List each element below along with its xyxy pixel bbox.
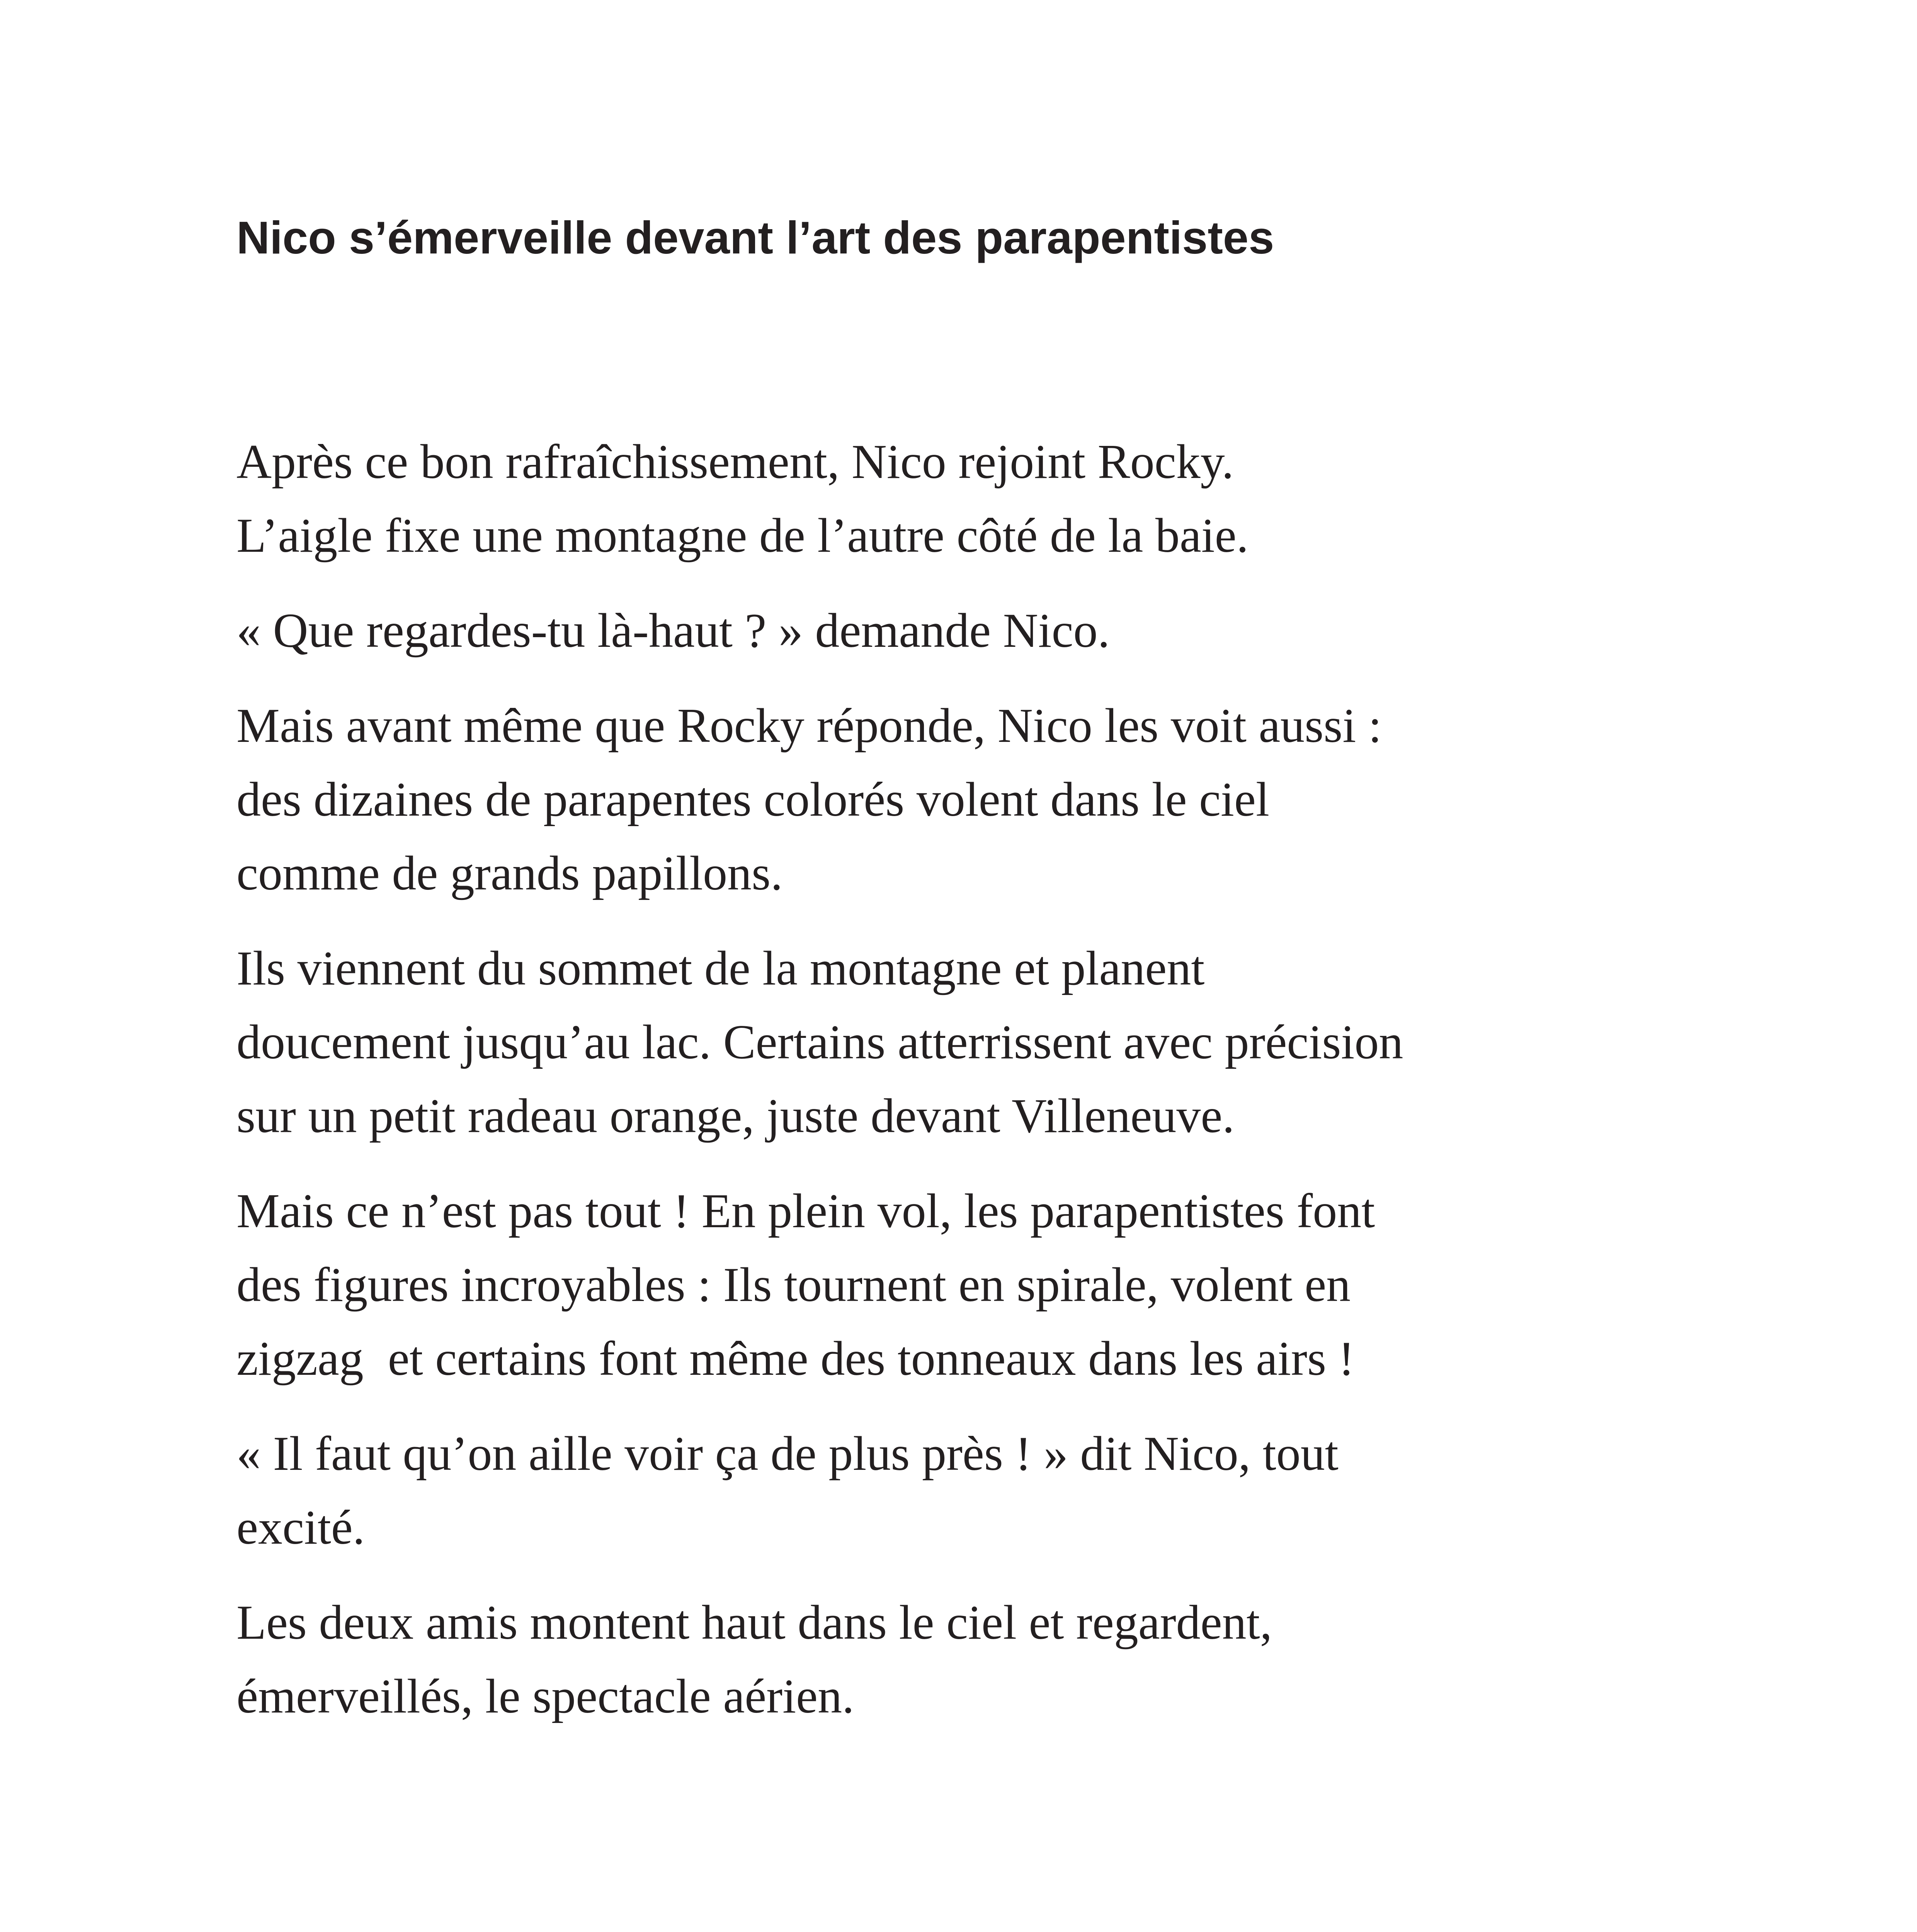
paragraph — [236, 1174, 1744, 1396]
text-line: « Il faut qu’on aille voir ça de plus près ! » dit Nico, tout — [236, 1427, 1339, 1481]
text-line: des dizaines de parapentes colorés volent dans le ciel — [236, 773, 1269, 827]
text-line: zigzag et certains font même des tonneaux dans les airs ! — [236, 1332, 1355, 1386]
text-line: Les deux amis montent haut dans le ciel et regardent, — [236, 1596, 1272, 1650]
text-line: doucement jusqu’au lac. Certains atterrissent avec précision — [236, 1015, 1403, 1069]
text-line: Mais avant même que Rocky réponde, Nico les voit aussi : — [236, 699, 1382, 753]
paragraph — [236, 594, 1744, 668]
text-line: sur un petit radeau orange, juste devant Villeneuve. — [236, 1089, 1235, 1143]
story-text — [236, 425, 1744, 1755]
paragraph — [236, 1417, 1744, 1565]
text-line: L’aigle fixe une montagne de l’autre côté de la baie. — [236, 509, 1249, 563]
page-title: Nico s’émerveille devant l’art des parapentistes — [236, 212, 1274, 264]
text-line: Mais ce n’est pas tout ! En plein vol, les parapentistes font — [236, 1184, 1375, 1238]
text-line: émerveillés, le spectacle aérien. — [236, 1670, 854, 1723]
paragraph — [236, 689, 1744, 910]
text-line: Après ce bon rafraîchissement, Nico rejoint Rocky. — [236, 435, 1234, 489]
text-line: des figures incroyables : Ils tournent en spirale, volent en — [236, 1258, 1351, 1312]
text-line: excité. — [236, 1501, 365, 1554]
paragraph — [236, 425, 1744, 573]
text-line: comme de grands papillons. — [236, 847, 783, 900]
text-line: Ils viennent du sommet de la montagne et planent — [236, 942, 1205, 995]
text-line: « Que regardes-tu là-haut ? » demande Nico. — [236, 604, 1110, 658]
paragraph — [236, 1586, 1744, 1733]
paragraph — [236, 932, 1744, 1153]
